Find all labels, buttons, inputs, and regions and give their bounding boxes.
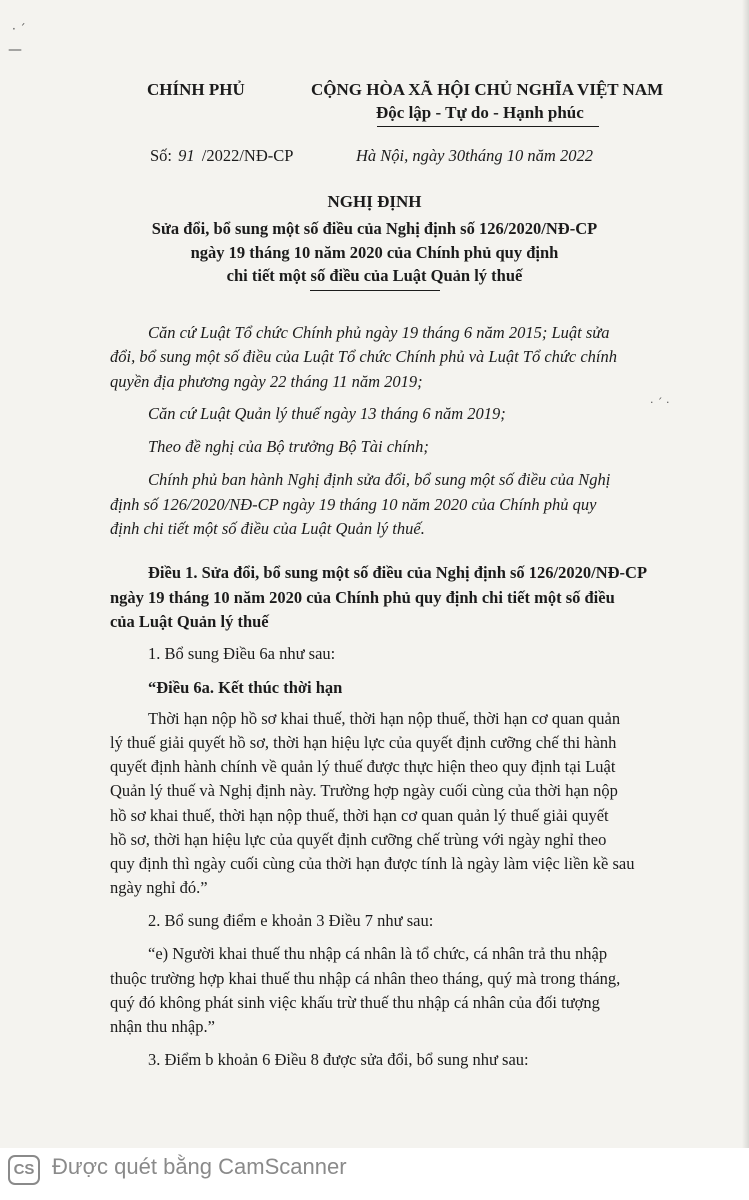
article-heading-line: của Luật Quản lý thuế: [110, 612, 269, 631]
clause-body-line: ngày nghỉ đó.”: [110, 878, 208, 897]
clause-body-line: “e) Người khai thuế thu nhập cá nhân là tổ chức, cá nhân trả thu nhập: [148, 944, 608, 963]
article-heading-line: Điều 1. Sửa đổi, bổ sung một số điều của Nghị định số 126/2020/NĐ-CP: [148, 563, 648, 582]
clause-subheading: “Điều 6a. Kết thúc thời hạn: [148, 678, 343, 697]
document-number: [150, 146, 293, 166]
clause-body-line: quyết định hành chính về quản lý thuế được thực hiện theo quy định tại Luật: [110, 757, 616, 776]
issuing-agency: CHÍNH PHỦ: [147, 80, 245, 99]
clause-body-line: Quản lý thuế và Nghị định này. Trường hợp ngày cuối cùng của thời hạn nộp: [110, 781, 618, 800]
national-motto: Độc lập - Tự do - Hạnh phúc: [376, 103, 584, 122]
clause-item: 2. Bổ sung điểm e khoản 3 Điều 7 như sau:: [148, 911, 434, 930]
preamble-line: quyền địa phương ngày 22 tháng 11 năm 2019;: [110, 372, 423, 391]
camscanner-logo-icon: CS: [8, 1155, 40, 1185]
scan-speck: · ˊ: [12, 22, 26, 36]
clause-body-line: nhận thu nhập.”: [110, 1017, 215, 1036]
clause-body-line: thuộc trường hợp khai thuế thu nhập cá nhân theo tháng, quý mà trong tháng,: [110, 969, 621, 988]
issue-date: [356, 146, 593, 166]
preamble-line: định chi tiết một số điều của Luật Quản lý thuế.: [110, 519, 425, 538]
clause-body-line: quý đó không phát sinh việc khấu trừ thuế thu nhập cá nhân của đối tượng: [110, 993, 600, 1012]
clause-body-line: Thời hạn nộp hồ sơ khai thuế, thời hạn nộp thuế, thời hạn cơ quan quản: [148, 709, 621, 728]
clause-item: 1. Bổ sung Điều 6a như sau:: [148, 644, 336, 663]
title-line: chi tiết một số điều của Luật Quản lý thuế: [226, 266, 523, 285]
country-name: CỘNG HÒA XÃ HỘI CHỦ NGHĨA VIỆT NAM: [311, 80, 664, 99]
document-type: NGHỊ ĐỊNH: [327, 192, 422, 211]
clause-body-line: lý thuế giải quyết hồ sơ, thời hạn hiệu lực của quyết định cưỡng chế thi hành: [110, 733, 617, 752]
title-line: ngày 19 tháng 10 năm 2020 của Chính phủ quy định: [190, 243, 559, 262]
preamble-line: định số 126/2020/NĐ-CP ngày 19 tháng 10 năm 2020 của Chính phủ quy: [110, 495, 597, 514]
number-prefix: Số:: [150, 146, 173, 165]
preamble-line: Căn cứ Luật Tổ chức Chính phủ ngày 19 tháng 6 năm 2015; Luật sửa: [148, 323, 610, 342]
title-line: Sửa đổi, bổ sung một số điều của Nghị định số 126/2020/NĐ-CP: [151, 219, 598, 238]
preamble-line: Theo đề nghị của Bộ trưởng Bộ Tài chính;: [148, 437, 429, 456]
clause-body-line: hồ sơ, thời hạn hiệu lực của quyết định cưỡng chế trùng với ngày nghỉ theo: [110, 830, 607, 849]
camscanner-watermark: Được quét bằng CamScanner: [52, 1154, 347, 1179]
article-heading-line: ngày 19 tháng 10 năm 2020 của Chính phủ quy định chi tiết một số điều: [110, 588, 615, 607]
clause-body-line: hồ sơ khai thuế, thời hạn nộp thuế, thời hạn cơ quan quản lý thuế giải quyết: [110, 806, 609, 825]
clause-body-line: quy định thì ngày cuối cùng của thời hạn được tính là ngày làm việc liền kề sau: [110, 854, 635, 873]
number-handwritten: 91: [178, 146, 195, 165]
clause-item: 3. Điểm b khoản 6 Điều 8 được sửa đổi, bổ sung như sau:: [148, 1050, 529, 1069]
title-underline: [310, 290, 440, 291]
preamble-line: đổi, bổ sung một số điều của Luật Tổ chức Chính phủ và Luật Tổ chức chính: [110, 347, 618, 366]
preamble-line: Chính phủ ban hành Nghị định sửa đổi, bổ sung một số điều của Nghị: [148, 470, 611, 489]
preamble-line: Căn cứ Luật Quản lý thuế ngày 13 tháng 6 năm 2019;: [148, 404, 506, 423]
motto-underline: [377, 126, 599, 127]
number-suffix: /2022/NĐ-CP: [201, 146, 294, 165]
scan-speck: · ˊ ·: [650, 396, 670, 409]
date-prefix: Hà Nội, ngày: [356, 146, 445, 165]
date-suffix: tháng 10 năm 2022: [465, 146, 593, 165]
scan-speck: —: [8, 42, 22, 58]
date-day: 30: [448, 146, 466, 165]
page-edge-shadow: [742, 0, 749, 1148]
